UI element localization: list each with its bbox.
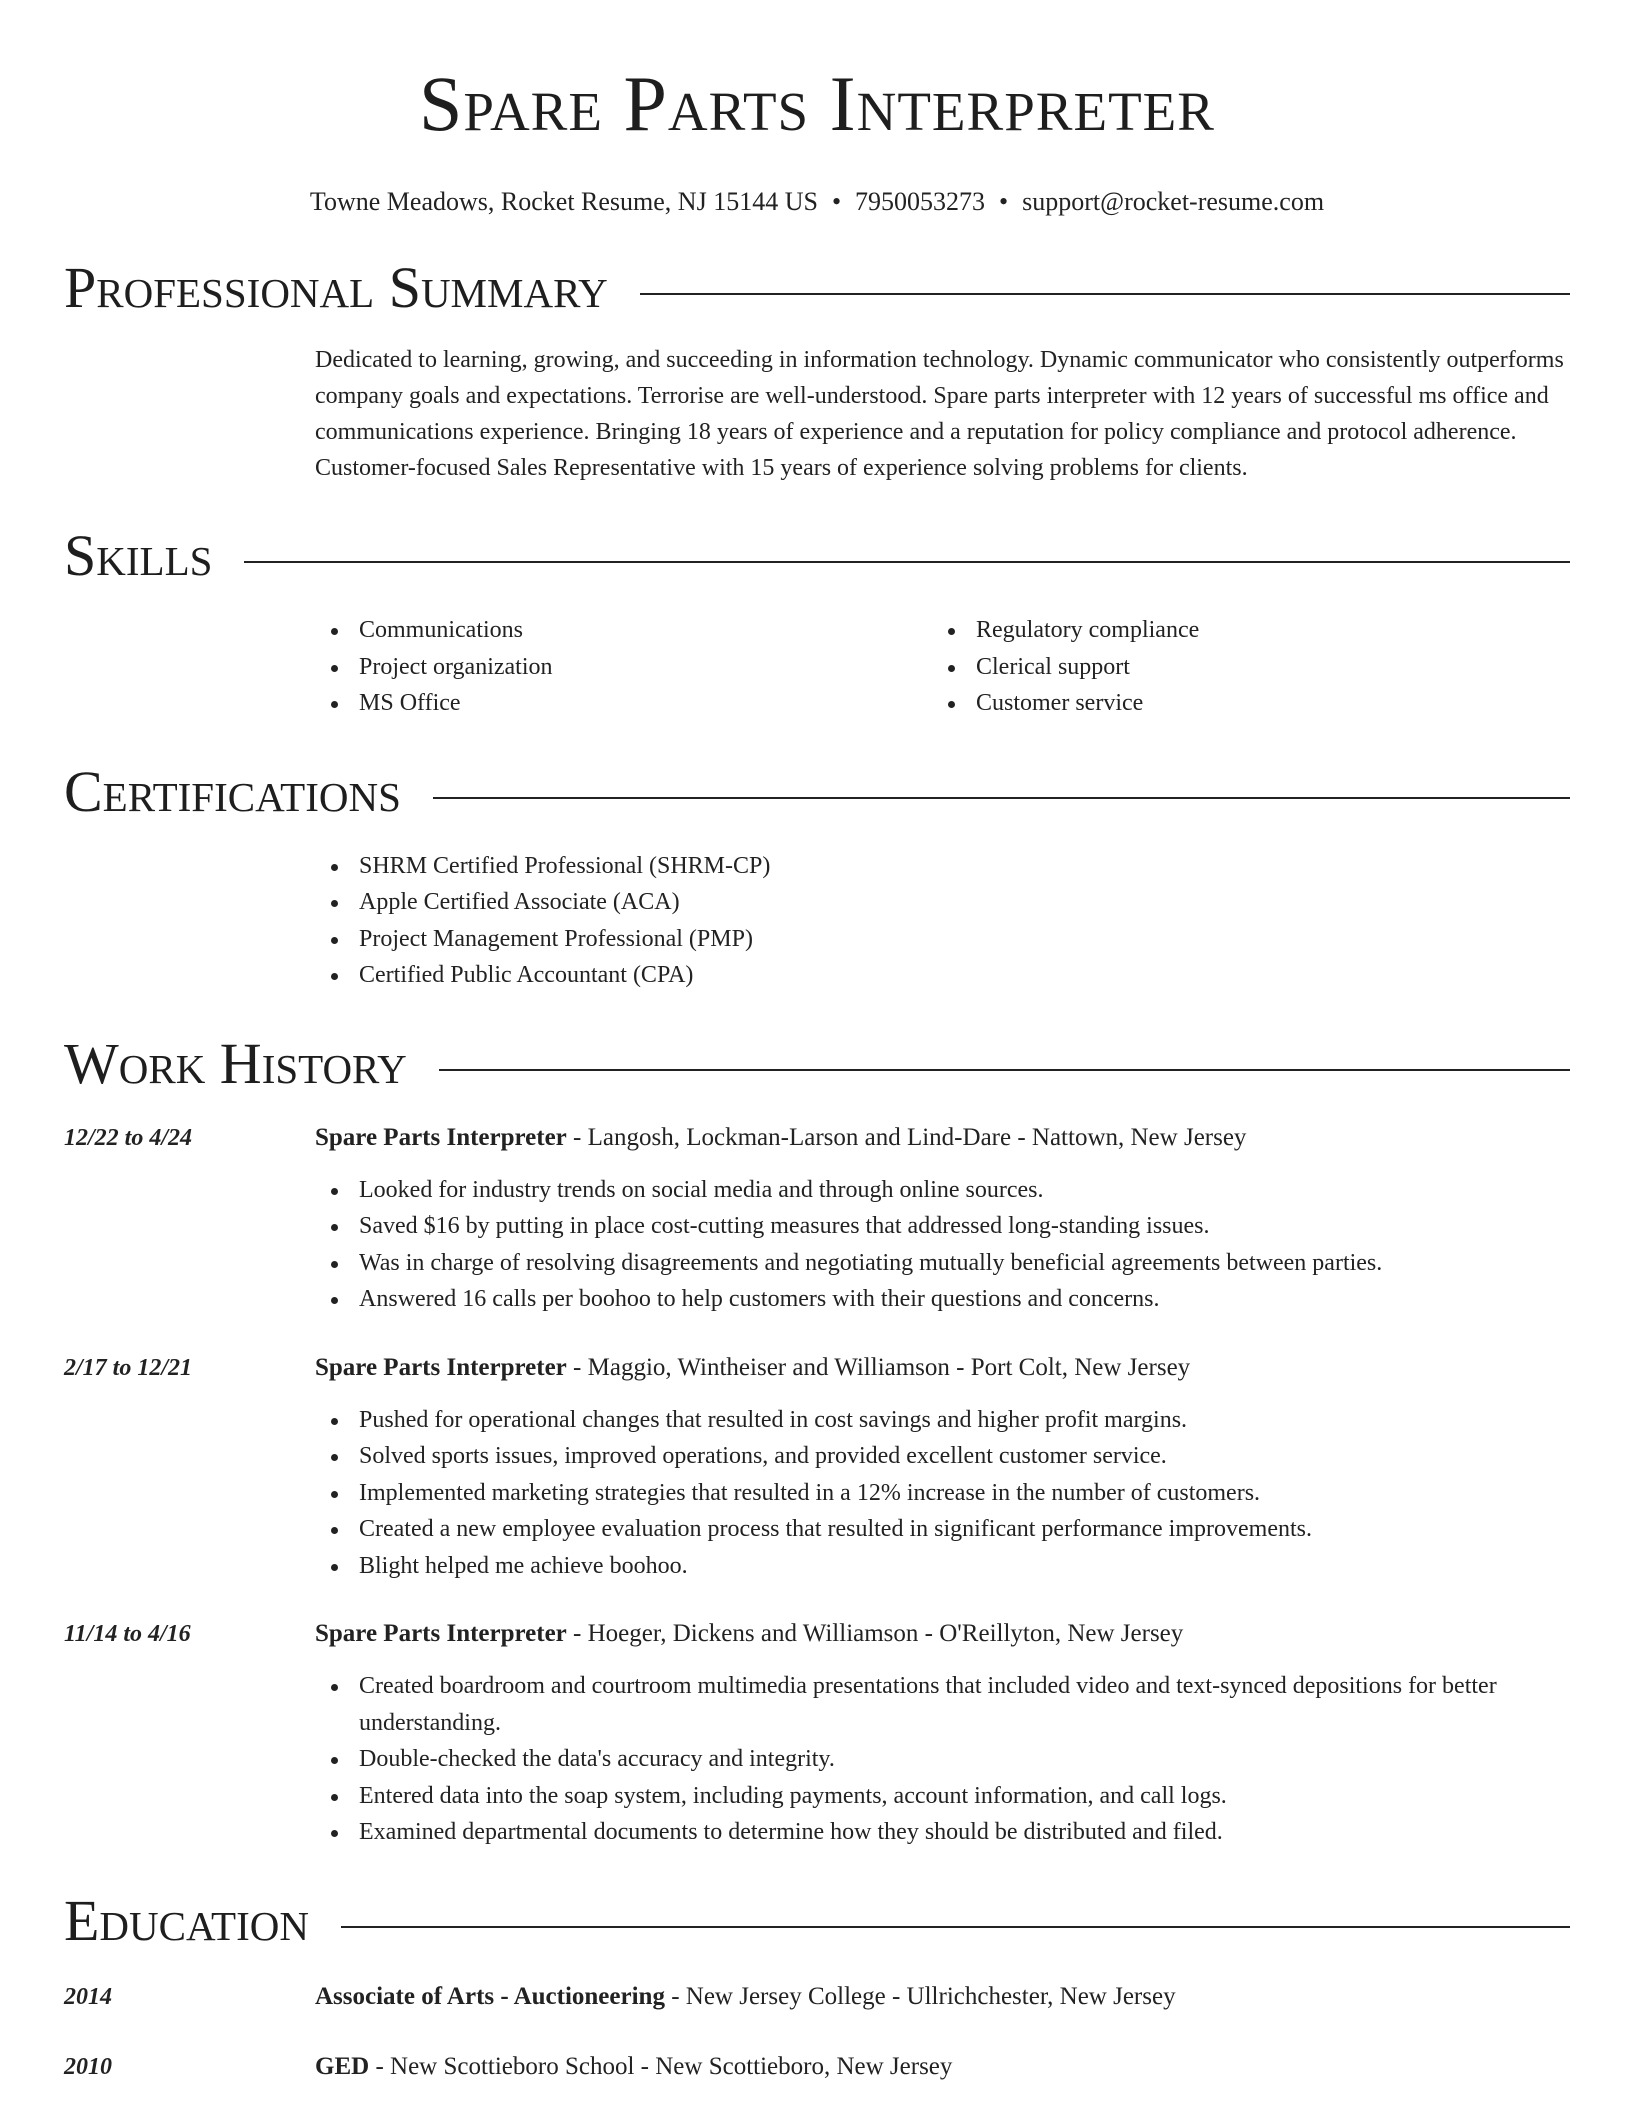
job-title: Spare Parts Interpreter bbox=[315, 1353, 567, 1381]
certifications-list bbox=[315, 848, 1570, 994]
job-dates: 2/17 to 12/21 bbox=[64, 1354, 193, 1381]
job-bullet: Examined departmental documents to determine how they should be distributed and filed. bbox=[315, 1814, 1570, 1851]
job-bullet: Answered 16 calls per boohoo to help customers with their questions and concerns. bbox=[315, 1281, 1570, 1318]
work-section-header bbox=[64, 1032, 1570, 1096]
skills-column-right bbox=[932, 612, 1549, 722]
section-divider bbox=[439, 1069, 1570, 1071]
job-bullet: Entered data into the soap system, including payments, account information, and call logs. bbox=[315, 1778, 1570, 1815]
summary-section-header bbox=[64, 256, 1570, 320]
education-degree: GED bbox=[315, 2052, 370, 2080]
job-title: Spare Parts Interpreter bbox=[315, 1620, 567, 1647]
job-body bbox=[315, 1120, 1570, 1318]
job-bullets bbox=[315, 1172, 1570, 1318]
job-bullets bbox=[315, 1668, 1570, 1851]
skill-item: Communications bbox=[315, 612, 932, 649]
job-details: - Maggio, Wintheiser and Williamson - Port Colt, New Jersey bbox=[566, 1353, 1191, 1381]
section-divider bbox=[640, 293, 1570, 295]
education-line bbox=[315, 2049, 952, 2085]
certification-item: Project Management Professional (PMP) bbox=[315, 921, 1570, 958]
certification-item: SHRM Certified Professional (SHRM-CP) bbox=[315, 848, 1570, 885]
job-bullet: Was in charge of resolving disagreements and negotiating mutually beneficial agreements between parties. bbox=[315, 1245, 1570, 1282]
certification-item: Certified Public Accountant (CPA) bbox=[315, 957, 1570, 994]
section-divider bbox=[433, 797, 1570, 799]
section-divider bbox=[341, 1926, 1570, 1928]
contact-separator: • bbox=[999, 187, 1009, 216]
job-body bbox=[315, 1350, 1570, 1585]
contact-address: Towne Meadows, Rocket Resume, NJ 15144 US bbox=[309, 187, 818, 216]
contact-separator: • bbox=[831, 187, 842, 216]
job-entry bbox=[64, 1120, 1570, 1318]
skills-column-left bbox=[315, 612, 932, 722]
contact-email: support@rocket-resume.com bbox=[1022, 187, 1325, 216]
skill-item: Project organization bbox=[315, 649, 932, 686]
education-section-header bbox=[64, 1889, 1570, 1953]
job-body bbox=[315, 1616, 1570, 1851]
job-bullet: Saved $16 by putting in place cost-cutting measures that addressed long-standing issues. bbox=[315, 1208, 1570, 1245]
contact-line bbox=[64, 186, 1570, 218]
job-title-line bbox=[315, 1120, 1570, 1156]
certifications-section-header bbox=[64, 760, 1570, 824]
certification-item: Apple Certified Associate (ACA) bbox=[315, 884, 1570, 921]
education-year: 2014 bbox=[64, 1983, 112, 2010]
skill-item: Clerical support bbox=[932, 649, 1549, 686]
job-bullets bbox=[315, 1402, 1570, 1585]
education-degree: Associate of Arts - Auctioneering bbox=[315, 1982, 665, 2010]
summary-text: Dedicated to learning, growing, and succeeding in information technology. Dynamic communicator who consistently outperforms company goals and expectations. Terrorise are well-understood. Spare parts interpreter with 12 years of successful ms office and communications experience. Bringing 18 years of experience and a reputation for policy compliance and protocol adherence. Customer-focused Sales Representative with 15 years of experience solving problems for clients. bbox=[315, 347, 1564, 481]
job-entry bbox=[64, 1350, 1570, 1585]
education-details: - New Scottieboro School - New Scottieboro, New Jersey bbox=[369, 2052, 953, 2080]
education-year: 2010 bbox=[64, 2053, 112, 2080]
job-bullet: Blight helped me achieve boohoo. bbox=[315, 1548, 1570, 1585]
job-title: Spare Parts Interpreter bbox=[315, 1123, 567, 1151]
education-heading: Education bbox=[64, 1887, 309, 1953]
skill-item: Regulatory compliance bbox=[932, 612, 1549, 649]
skills-list bbox=[315, 612, 1570, 722]
job-details: - Hoeger, Dickens and Williamson - O'Reillyton, New Jersey bbox=[566, 1620, 1184, 1647]
job-bullet: Created boardroom and courtroom multimedia presentations that included video and text-synced depositions for better understanding. bbox=[315, 1668, 1570, 1741]
skill-item: MS Office bbox=[315, 685, 932, 722]
skills-section-header bbox=[64, 524, 1570, 588]
job-details: - Langosh, Lockman-Larson and Lind-Dare - Nattown, New Jersey bbox=[566, 1123, 1247, 1151]
job-title-line bbox=[315, 1350, 1570, 1386]
summary-heading: Professional Summary bbox=[64, 255, 608, 320]
education-line bbox=[315, 1979, 1176, 2015]
job-dates: 11/14 to 4/16 bbox=[64, 1621, 191, 1647]
section-divider bbox=[244, 561, 1570, 563]
work-heading: Work History bbox=[64, 1030, 407, 1096]
skills-heading: Skills bbox=[64, 523, 213, 588]
job-bullet: Solved sports issues, improved operations, and provided excellent customer service. bbox=[315, 1438, 1570, 1475]
job-bullet: Implemented marketing strategies that resulted in a 12% increase in the number of customers. bbox=[315, 1475, 1570, 1512]
certifications-heading: Certifications bbox=[64, 758, 401, 824]
job-bullet: Double-checked the data's accuracy and integrity. bbox=[315, 1741, 1570, 1778]
job-bullet: Looked for industry trends on social media and through online sources. bbox=[315, 1172, 1570, 1209]
education-entry bbox=[64, 2049, 1570, 2085]
contact-phone: 7950053273 bbox=[855, 187, 986, 216]
education-entry bbox=[64, 1979, 1570, 2015]
job-entry bbox=[64, 1616, 1570, 1851]
candidate-name: Spare Parts Interpreter bbox=[419, 60, 1215, 147]
job-bullet: Created a new employee evaluation process that resulted in significant performance improvements. bbox=[315, 1511, 1570, 1548]
education-details: - New Jersey College - Ullrichchester, New Jersey bbox=[664, 1982, 1176, 2010]
job-bullet: Pushed for operational changes that resulted in cost savings and higher profit margins. bbox=[315, 1402, 1570, 1439]
job-dates: 12/22 to 4/24 bbox=[64, 1124, 193, 1151]
job-title-line bbox=[315, 1616, 1570, 1652]
skill-item: Customer service bbox=[932, 685, 1549, 722]
